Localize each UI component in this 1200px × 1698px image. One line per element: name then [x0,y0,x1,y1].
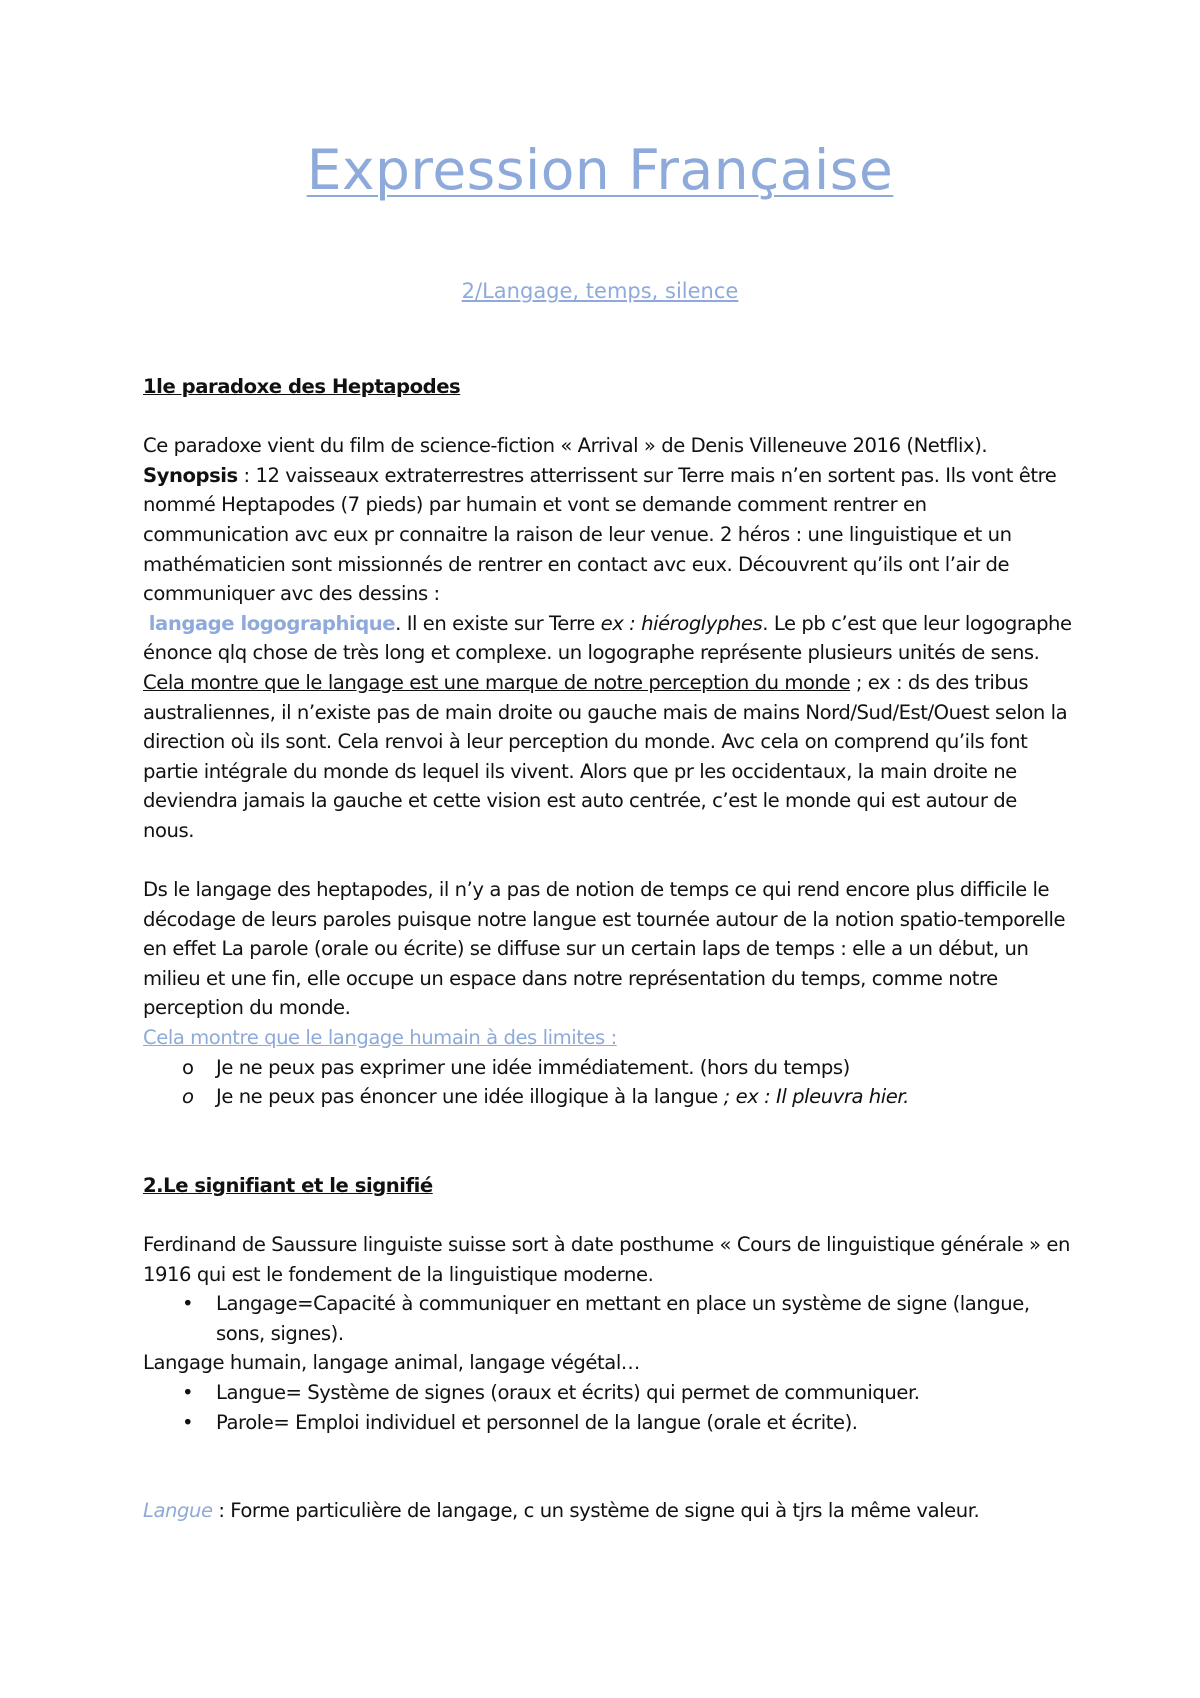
list-item-example: ; ex : Il pleuvra hier. [723,1085,909,1109]
logographic-term: langage logographique [148,611,396,635]
list-item-text: Je ne peux pas énoncer une idée illogique à la langue [216,1085,724,1109]
list-item [143,1289,1073,1348]
document-subtitle: 2/Langage, temps, silence [461,279,739,303]
section2-heading: 2.Le signifiant et le signifié [143,1173,433,1197]
definition-list-2 [143,1378,1073,1437]
document-title: Expression Française [306,138,894,202]
list-item [143,1378,1073,1408]
logographic-rest-2: . Le pb c’est que leur logographe énonce qlq chose de très long et complexe. un logographe représente plusieurs unités de sens. [143,611,1072,665]
section2-paragraph-types: Langage humain, langage animal, langage végétal… [143,1351,640,1375]
bullet-marker: • [182,1410,194,1434]
document-body [143,372,1073,1526]
list-item [143,1408,1073,1438]
list-item-text: Langue= Système de signes (oraux et écrits) qui permet de communiquer. [216,1381,920,1404]
synopsis-label: Synopsis [143,463,238,487]
limits-list [143,1053,1073,1112]
section2-paragraph-intro: Ferdinand de Saussure linguiste suisse sort à date posthume « Cours de linguistique générale » en 1916 qui est le fondement de la linguistique moderne. [143,1233,1070,1286]
list-item-text: Langage=Capacité à communiquer en mettant en place un système de signe (langue, sons, signes). [216,1292,1030,1345]
bullet-marker: • [182,1381,194,1404]
limits-heading: Cela montre que le langage humain à des limites : [143,1026,617,1050]
perception-rest: ; ex : ds des tribus australiennes, il n’existe pas de main droite ou gauche mais de mains Nord/Sud/Est/Ouest selon la direction où ils sont. Cela renvoi à leur perception du monde. Avc cela on comprend qu’ils font partie intégrale du monde ds lequel ils vivent. Alors que pr les occidentaux, la main droite ne deviendra jamais la gauche et cette vision est auto centrée, c’est le monde qui est autour de nous. [143,670,1068,842]
intro-text: Ce paradoxe vient du film de science-fiction « Arrival » de Denis Villeneuve 2016 (Netflix). [143,434,988,458]
langue-definition-text: : Forme particulière de langage, c un système de signe qui à tjrs la même valeur. [212,1499,980,1523]
logographic-rest-1: . Il en existe sur Terre [395,611,601,635]
section1-paragraph-intro [143,431,1073,845]
langue-definition [143,1496,1073,1526]
list-item-text: Parole= Emploi individuel et personnel de la langue (orale et écrite). [216,1410,858,1434]
time-text: Ds le langage des heptapodes, il n’y a pas de notion de temps ce qui rend encore plus difficile le décodage de leurs paroles puisque notre langue est tournée autour de la notion spatio-temporelle en effet La parole (orale ou écrite) se diffuse sur un certain laps de temps : elle a un début, un milieu et une fin, elle occupe un espace dans notre représentation du temps, comme notre perception du monde. [143,878,1066,1020]
list-item [143,1082,1073,1112]
perception-statement: Cela montre que le langage est une marque de notre perception du monde [143,670,851,694]
langue-term: Langue [143,1499,213,1523]
list-item-text: Je ne peux pas exprimer une idée immédiatement. (hors du temps) [216,1055,850,1079]
bullet-marker: • [182,1292,194,1316]
list-marker: o [182,1085,194,1109]
section1-paragraph-time [143,875,1073,1023]
section1-heading: 1le paradoxe des Heptapodes [143,375,461,398]
definition-list-1 [143,1289,1073,1348]
list-item [143,1053,1073,1083]
list-marker: o [182,1055,194,1079]
synopsis-text: : 12 vaisseaux extraterrestres atterrissent sur Terre mais n’en sortent pas. Ils vont être nommé Heptapodes (7 pieds) par humain et vont se demande comment rentrer en communication avc eux pr connaitre la raison de leur venue. 2 héros : une linguistique et un mathématicien sont missionnés de rentrer en contact avc eux. Découvrent qu’ils ont l’air de communiquer avc des dessins : [143,463,1057,606]
logographic-example: ex : hiéroglyphes [600,611,763,635]
